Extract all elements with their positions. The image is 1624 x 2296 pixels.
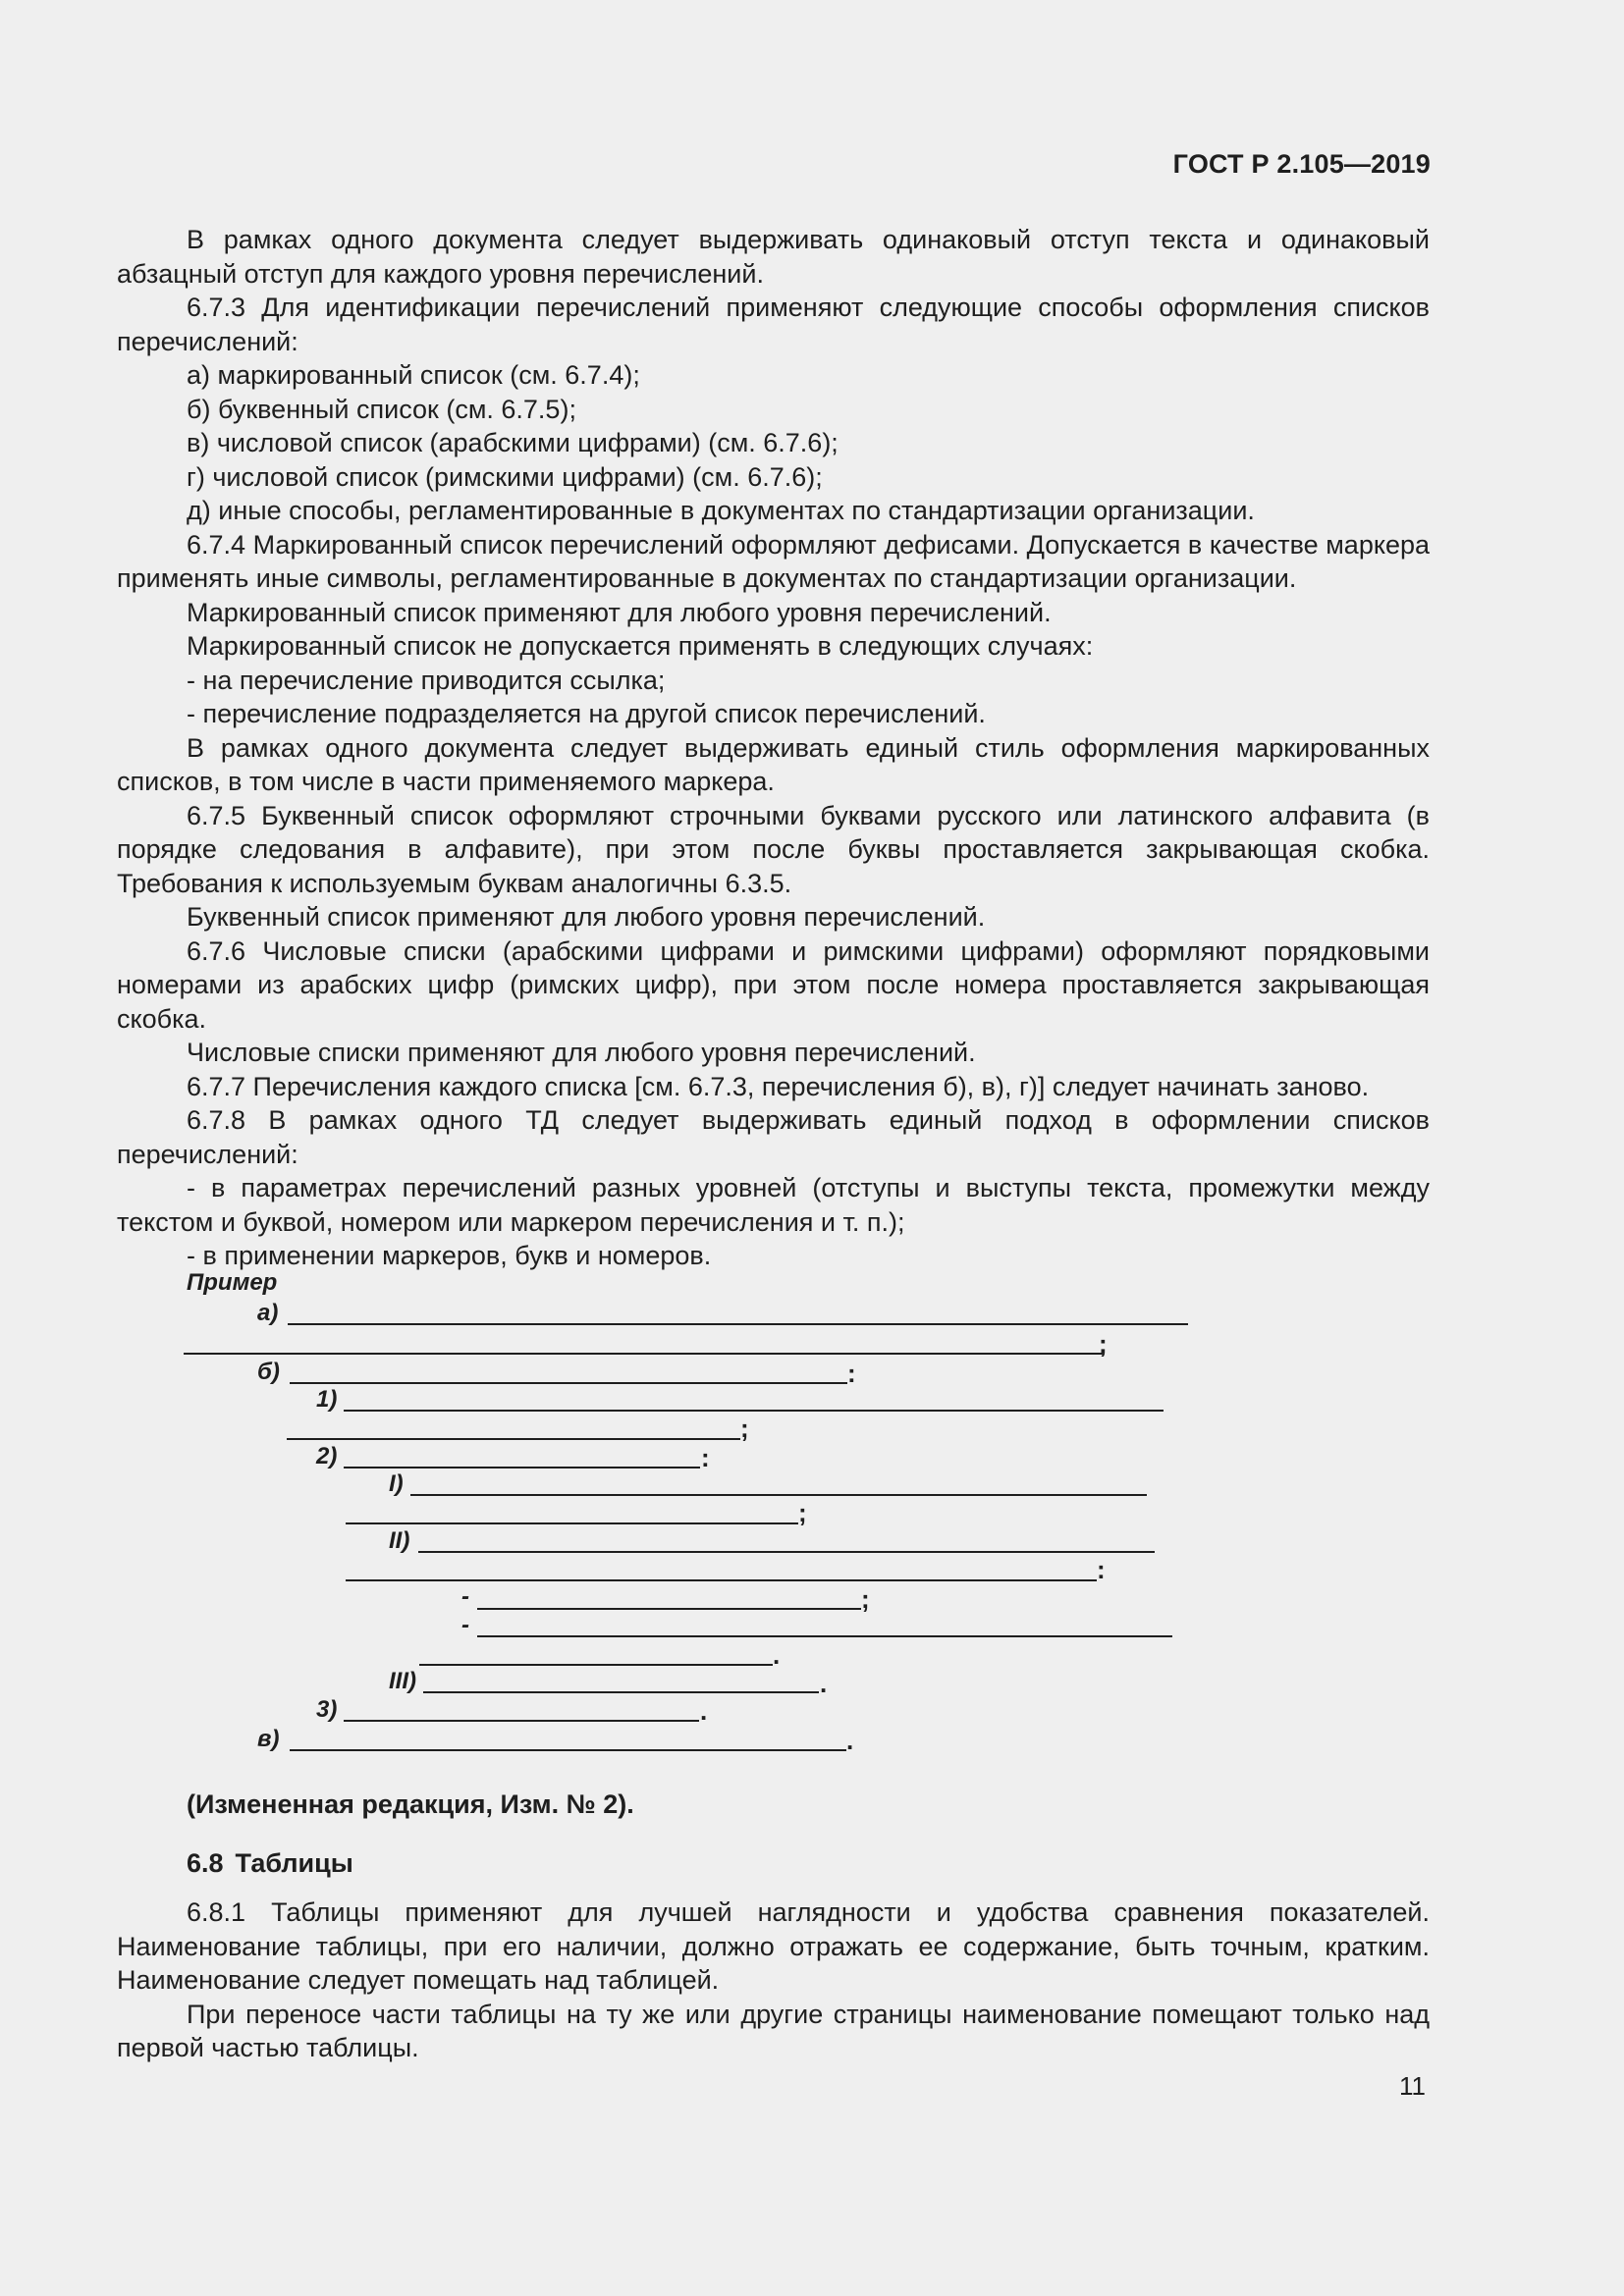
example-punctuation: ; [798, 1498, 807, 1527]
list-item: г) числовой список (римскими цифрами) (см. 6.7.6); [187, 461, 823, 492]
example-blank-line [290, 1749, 846, 1751]
example-punctuation: ; [861, 1584, 870, 1614]
example-blank-line [344, 1410, 1164, 1412]
example-punctuation: ; [1099, 1329, 1108, 1359]
example-label-I: I) [389, 1470, 404, 1497]
list-item: - перечисление подразделяется на другой список перечислений. [187, 699, 986, 728]
example-blank-line [287, 1438, 740, 1440]
example-label-III: III) [389, 1668, 416, 1694]
list-item: д) иные способы, регламентированные в документах по стандартизации организации. [187, 496, 1255, 525]
list-item: б) буквенный список (см. 6.7.5); [187, 394, 576, 424]
example-blank-line [477, 1608, 861, 1610]
paragraph: При переносе части таблицы на ту же или другие страницы наименование помещают только над первой частью таблицы. [117, 1999, 1430, 2062]
body-text [117, 223, 1430, 1273]
example-label-2: 2) [316, 1443, 338, 1469]
example-label-II: II) [389, 1527, 410, 1554]
paragraph: 6.7.6 Числовые списки (арабскими цифрами и римскими цифрами) оформляют порядковыми номерами из арабских цифр (римских цифр), при этом после номера проставляется закрывающая скобка. [117, 935, 1430, 1034]
paragraph: 6.7.7 Перечисления каждого списка [см. 6.7.3, перечисления б), в), г)] следует начинать заново. [187, 1071, 1370, 1101]
example-punctuation: . [820, 1669, 828, 1698]
list-item: - в параметрах перечислений разных уровней (отступы и выступы текста, промежутки между текстом и буквой, номером или маркером перечисления и т. п.); [117, 1173, 1430, 1237]
document-code: ГОСТ Р 2.105—2019 [1172, 149, 1431, 179]
paragraph: 6.7.8 В рамках одного ТД следует выдерживать единый подход в оформлении списков перечислений: [117, 1105, 1430, 1169]
example-marker: - [461, 1612, 469, 1638]
paragraph: В рамках одного документа следует выдерживать единый стиль оформления маркированных списков, в том числе в части применяемого маркера. [117, 732, 1430, 796]
example-punctuation: ; [740, 1414, 749, 1443]
example-blank-line [477, 1635, 1172, 1637]
paragraph: 6.7.5 Буквенный список оформляют строчными буквами русского или латинского алфавита (в порядке следования в алфавите), при этом после буквы проставляется закрывающая скобка. Требования к используемым буквам аналогичны 6.3.5. [117, 800, 1430, 898]
paragraph: В рамках одного документа следует выдерживать одинаковый отступ текста и одинаковый абзацный отступ для каждого уровня перечислений. [117, 225, 1430, 289]
example-label-a: а) [257, 1300, 279, 1326]
example-blank-line [344, 1720, 699, 1722]
list-item: а) маркированный список (см. 6.7.4); [187, 360, 640, 390]
change-note: (Измененная редакция, Изм. № 2). [187, 1789, 634, 1819]
example-blank-line [344, 1467, 700, 1468]
paragraph: Маркированный список применяют для любого уровня перечислений. [187, 597, 1052, 627]
example-label-3: 3) [316, 1696, 338, 1723]
example-punctuation: . [846, 1726, 854, 1755]
list-item: в) числовой список (арабскими цифрами) (см. 6.7.6); [187, 428, 839, 457]
paragraph: 6.8.1 Таблицы применяют для лучшей наглядности и удобства сравнения показателей. Наименование таблицы, при его наличии, должно отражать ее содержание, быть точным, кратким. Наименование следует помещать над таблицей. [117, 1897, 1430, 1995]
paragraph: Маркированный список не допускается применять в следующих случаях: [187, 631, 1094, 661]
section-title: Таблицы [235, 1848, 353, 1878]
paragraph: Числовые списки применяют для любого уровня перечислений. [187, 1038, 976, 1067]
example-blank-line [410, 1494, 1147, 1496]
example-blank-line [346, 1522, 798, 1524]
example-blank-line [419, 1664, 773, 1666]
example-punctuation: . [773, 1640, 781, 1670]
body-text-tables [117, 1896, 1430, 2065]
list-item: - в применении маркеров, букв и номеров. [187, 1241, 712, 1270]
example-blank-line [418, 1551, 1155, 1553]
example-blank-line [290, 1382, 847, 1384]
paragraph: 6.7.4 Маркированный список перечислений оформляют дефисами. Допускается в качестве маркера применять иные символы, регламентированные в документах по стандартизации организации. [117, 529, 1430, 593]
example-blank-line [346, 1579, 1097, 1581]
paragraph: 6.7.3 Для идентификации перечислений применяют следующие способы оформления списков перечислений: [117, 293, 1430, 356]
example-marker: - [461, 1583, 469, 1610]
example-blank-line [288, 1323, 1188, 1325]
list-item: - на перечисление приводится ссылка; [187, 665, 666, 695]
paragraph: Буквенный список применяют для любого уровня перечислений. [187, 902, 986, 932]
example-title: Пример [187, 1269, 278, 1296]
section-number: 6.8 [187, 1848, 224, 1878]
page-number: 11 [1399, 2071, 1426, 2101]
example-punctuation: . [700, 1696, 708, 1726]
example-punctuation: : [701, 1443, 710, 1472]
example-blank-line [423, 1691, 819, 1693]
example-blank-line [184, 1353, 1103, 1355]
example-label-v: в) [257, 1726, 280, 1752]
section-heading [187, 1848, 353, 1879]
example-punctuation: : [847, 1359, 856, 1388]
example-punctuation: : [1097, 1555, 1106, 1584]
example-label-b: б) [257, 1359, 280, 1385]
example-label-1: 1) [316, 1386, 338, 1413]
